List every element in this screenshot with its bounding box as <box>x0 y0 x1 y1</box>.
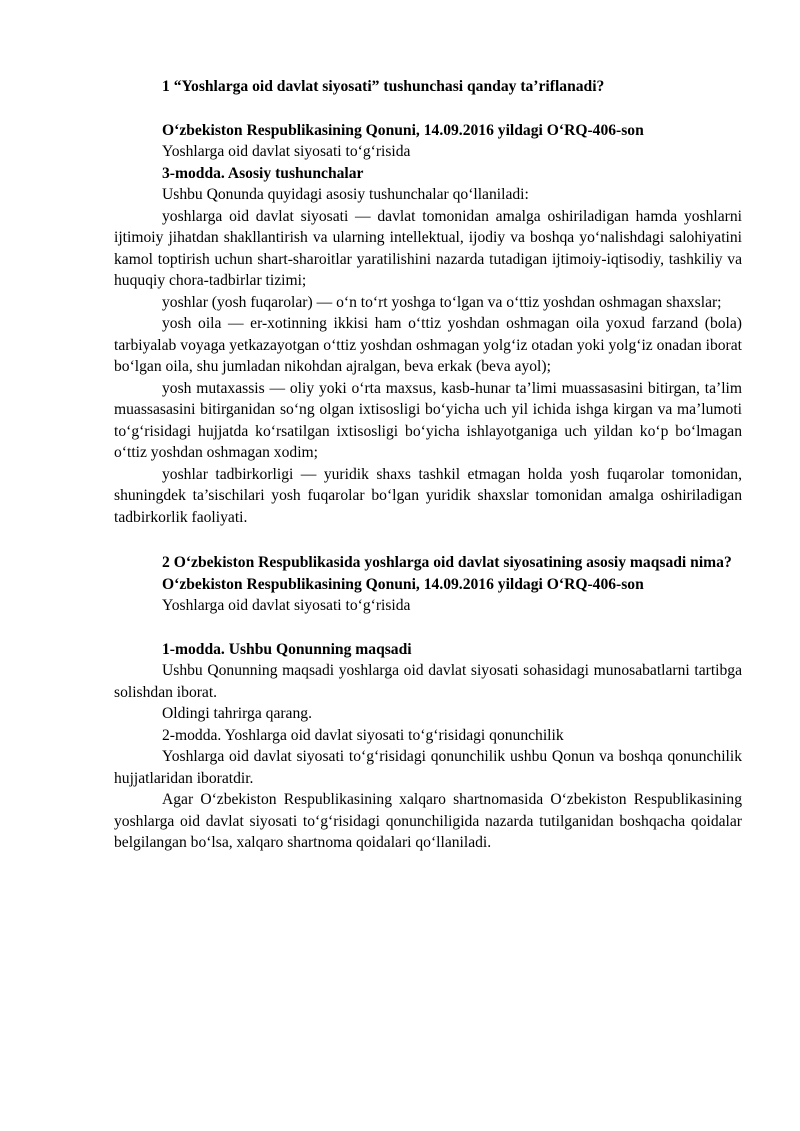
law-reference: O‘zbekiston Respublikasining Qonuni, 14.09.2016 yildagi O‘RQ-406-son <box>162 575 644 593</box>
article-paragraph: Ushbu Qonunning maqsadi yoshlarga oid davlat siyosati sohasidagi munosabatlarni tartibga solishdan iborat. <box>114 662 742 701</box>
law-title: Yoshlarga oid davlat siyosati to‘g‘risida <box>162 143 411 160</box>
definition-paragraph: yosh mutaxassis — oliy yoki o‘rta maxsus, kasb-hunar ta’limi muassasasini bitirgan, ta’lim muassasasini bitirganidan so‘ng olgan ixtisosligi bo‘yicha uch yil ichida ishga kirgan va ma’lumoti to‘g‘risidagi hujjatda ko‘rsatilgan ixtisosligi bo‘yicha ishlayotganiga uch yildan ko‘p bo‘lmagan o‘ttiz yoshdan oshmagan xodim; <box>114 379 742 461</box>
article-intro: Ushbu Qonunda quyidagi asosiy tushunchalar qo‘llaniladi: <box>162 186 529 203</box>
article-heading: 2-modda. Yoshlarga oid davlat siyosati to‘g‘risidagi qonunchilik <box>162 726 564 744</box>
question-1-section <box>114 76 742 528</box>
definition-paragraph: yoshlarga oid davlat siyosati — davlat tomonidan amalga oshiriladigan hamda yoshlarni ijtimoiy jihatdan shakllantirish va ularning intellektual, ijodiy va boshqa yo‘nalishdagi salohiyatini kamol toptirish uchun shart-sharoitlar yaratilishini nazarda tutadigan ijtimoiy-iqtisodiy, tashkiliy va huquqiy chora-tadbirlar tizimi; <box>114 207 742 289</box>
definition-paragraph: yosh oila — er-xotinning ikkisi ham o‘ttiz yoshdan oshmagan oila yoxud farzand (bola) tarbiyalab voyaga yetkazayotgan o‘ttiz yoshdan oshmagan yolg‘iz otadan yoki yolg‘iz onadan iborat bo‘lgan oila, shu jumladan nikohdan ajralgan, beva erkak (beva ayol); <box>114 315 742 375</box>
edition-note: Oldingi tahrirga qarang. <box>162 705 312 722</box>
question-2-section <box>114 552 742 854</box>
question-1-heading: 1 “Yoshlarga oid davlat siyosati” tushunchasi qanday ta’riflanadi? <box>162 78 605 95</box>
definition-paragraph: yoshlar (yosh fuqarolar) — o‘n to‘rt yoshga to‘lgan va o‘ttiz yoshdan oshmagan shaxslar; <box>162 293 722 311</box>
law-reference: O‘zbekiston Respublikasining Qonuni, 14.09.2016 yildagi O‘RQ-406-son <box>162 121 644 139</box>
article-heading: 3-modda. Asosiy tushunchalar <box>162 164 364 182</box>
article-paragraph: Agar O‘zbekiston Respublikasining xalqaro shartnomasida O‘zbekiston Respublikasining yoshlarga oid davlat siyosati to‘g‘risidagi qonunchiligida nazarda tutilganidan boshqacha qoidalar belgilangan bo‘lsa, xalqaro shartnoma qoidalari qo‘llaniladi. <box>114 791 742 851</box>
definition-paragraph: yoshlar tadbirkorligi — yuridik shaxs tashkil etmagan holda yosh fuqarolar tomonidan, shuningdek ta’sischilari yosh fuqarolar bo‘lgan yuridik shaxslar tomonidan amalga oshiriladigan tadbirkorlik faoliyati. <box>114 465 742 526</box>
question-2-heading: 2 O‘zbekiston Respublikasida yoshlarga oid davlat siyosatining asosiy maqsadi nima? <box>162 554 732 571</box>
article-paragraph: Yoshlarga oid davlat siyosati to‘g‘risidagi qonunchilik ushbu Qonun va boshqa qonunchilik hujjatlaridan iboratdir. <box>114 748 742 787</box>
law-title: Yoshlarga oid davlat siyosati to‘g‘risida <box>162 597 411 614</box>
article-heading: 1-modda. Ushbu Qonunning maqsadi <box>162 640 412 658</box>
